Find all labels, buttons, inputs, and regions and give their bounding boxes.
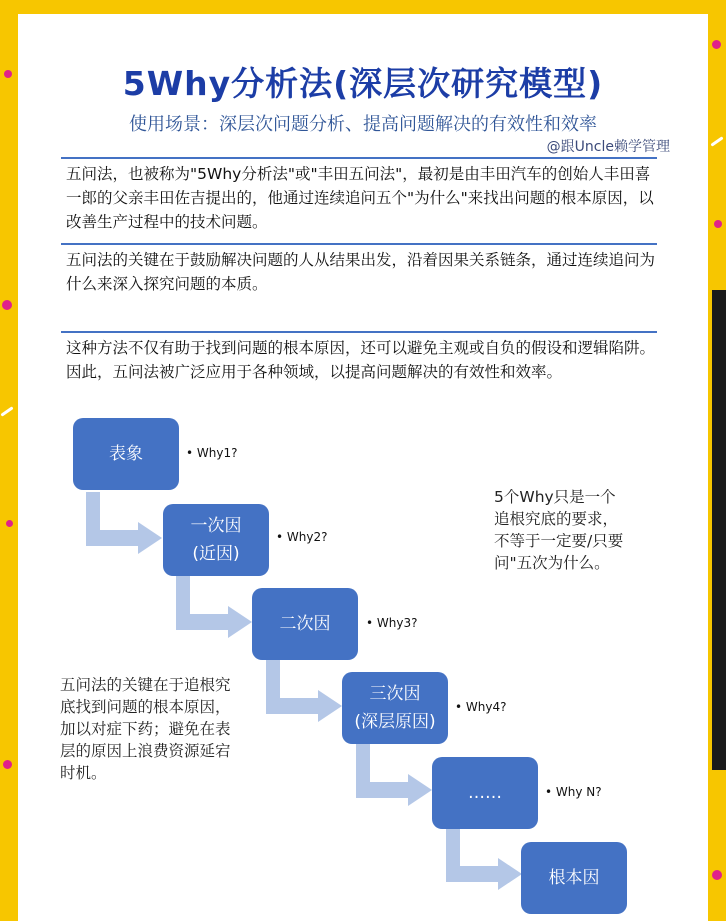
step-label: 一次因 <box>190 516 242 536</box>
step-label: 表象 <box>109 444 143 464</box>
step-sublabel: (近因) <box>192 544 240 564</box>
decor-dot <box>2 300 12 310</box>
arrow-icon <box>444 828 528 890</box>
decor-dot <box>712 870 722 880</box>
step-box-second-cause <box>252 588 358 660</box>
step-label: 根本因 <box>548 868 600 888</box>
divider <box>61 243 657 245</box>
step-box-third-cause <box>342 672 448 744</box>
step-box-appearance <box>73 418 179 490</box>
decor-dash <box>710 136 723 146</box>
step-box-ellipsis <box>432 757 538 829</box>
step-label: 三次因 <box>369 684 421 704</box>
decor-dash <box>0 406 13 416</box>
why-label: • Why2? <box>276 530 328 544</box>
paragraph-key: 五问法的关键在于鼓励解决问题的人从结果出发，沿着因果关系链条，通过连续追问为什么来深入探究问题的本质。 <box>66 251 656 293</box>
arrow-icon <box>354 744 438 806</box>
divider <box>61 331 657 333</box>
why-label: • Why4? <box>455 700 507 714</box>
note-root-cause: 五问法的关键在于追根究底找到问题的根本原因，加以对症下药；避免在表层的原因上浪费资源延宕时机。 <box>60 676 231 782</box>
page-subtitle: 使用场景：深层次问题分析、提高问题解决的有效性和效率 <box>129 114 597 135</box>
content-card <box>18 14 708 921</box>
step-box-root-cause <box>521 842 627 914</box>
paragraph-origin: 五问法，也被称为"5Why分析法"或"丰田五问法"，最初是由丰田汽车的创始人丰田喜一郎的父亲丰田佐吉提出的，他通过连续追问五个"为什么"来找出问题的根本原因，以改善生产过程中的技术问题。 <box>66 165 654 231</box>
note-five-whys: 5个Why只是一个追根究底的要求，不等于一定要/只要问"五次为什么。 <box>494 488 624 572</box>
why-label: • Why N? <box>545 785 602 799</box>
why-label: • Why1? <box>186 446 238 460</box>
divider <box>61 157 657 159</box>
decor-dot <box>714 220 722 228</box>
paragraph-benefit: 这种方法不仅有助于找到问题的根本原因，还可以避免主观或自负的假设和逻辑陷阱。因此，五问法被广泛应用于各种领域，以提高问题解决的有效性和效率。 <box>66 339 656 381</box>
step-label: 二次因 <box>279 614 331 634</box>
edge-photo-strip <box>712 290 726 770</box>
author-credit: @跟Uncle赖学管理 <box>546 139 670 155</box>
decor-dot <box>6 520 13 527</box>
step-sublabel: (深层原因) <box>354 712 436 732</box>
arrow-icon <box>174 576 258 638</box>
step-label: …… <box>468 783 502 803</box>
decor-dot <box>4 70 12 78</box>
arrow-icon <box>264 660 348 722</box>
decor-dot <box>712 40 721 49</box>
decor-dot <box>3 760 12 769</box>
step-box-first-cause <box>163 504 269 576</box>
page-title: 5Why分析法(深层次研究模型) <box>122 64 604 103</box>
arrow-icon <box>84 492 168 554</box>
why-label: • Why3? <box>366 616 418 630</box>
